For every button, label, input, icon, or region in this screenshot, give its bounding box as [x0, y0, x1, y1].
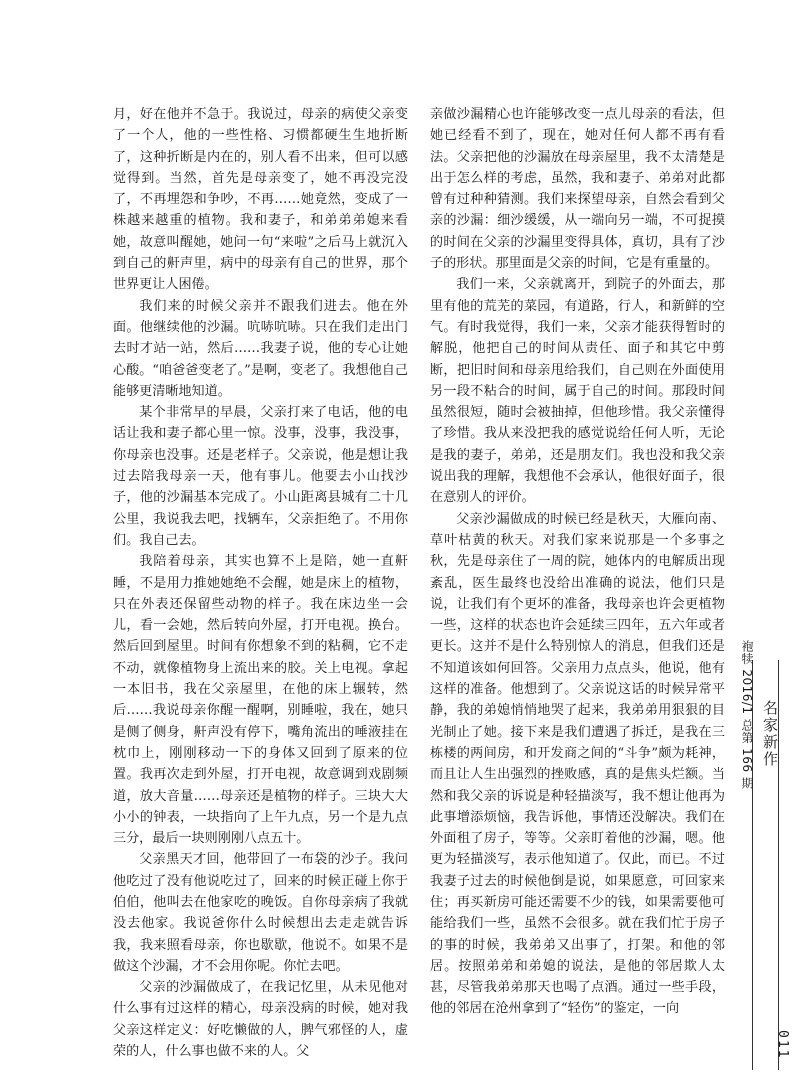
paragraph: 我们来的时候父亲并不跟我们进去。他在外面。他继续他的沙漏。吭哧吭哧。只在我们走出门去时才站一站，然后……我妻子说，他的专心让她心酸。“咱爸爸变老了。”是啊，变老了。我想他自己能够更清晰地知道。 — [113, 298, 408, 399]
paragraph: 月，好在他并不急于。我说过，母亲的病使父亲变了一个人，他的一些性格、习惯都硬生生地折断了，这种折断是内在的，别人看不出来，但可以感觉得到。当然，首先是母亲变了，她不再没完没了，不再埋怨和争吵，不再……她竟然，变成了一株越来越重的植物。我和妻子，和弟弟弟媳来看她，故意叫醒她，她问一句“来啦”之后马上就沉入到自己的鼾声里，病中的母亲有自己的世界，那个世界更让人困倦。 — [113, 107, 408, 293]
right-text-column — [430, 104, 725, 1020]
paragraph: 父亲沙漏做成的时候已经是秋天，大雁向南、草叶枯黄的秋天。对我们家来说那是一个多事之秋，先是母亲住了一周的院，她体内的电解质出现紊乱，医生最终也没给出准确的说法，他们只是说，让我们有个更坏的准备，我母亲也许会更植物一些，这样的状态也许会延续三四年，五六年或者更长。这并不是什么特别惊人的消息，但我们还是不知道该如何回答。父亲用力点点头，他说，他有这样的准备。他想到了。父亲说这话的时候异常平静，我的弟媳悄悄地哭了起来，我弟弟用狠狠的目光制止了她。接下来是我们遭遇了拆迁，是我在三栋楼的两间房，和开发商之间的“斗争”颇为耗神，而且让人生出强烈的挫败感，真的是焦头烂额。当然和我父亲的诉说是种轻描淡写，我不想让他再为此事增添烦恼，我告诉他，事情还没解决。我们在外面租了房子，等等。父亲盯着他的沙漏，嗯。他更为轻描淡写，表示他知道了。仅此，而已。不过我妻子过去的时候他倒是说，如果愿意，可回家来住；再买新房可能还需要不少的钱，如果需要他可能给我们一些，虽然不会很多。就在我们忙于房子的事的时候，我弟弟又出事了，打架。和他的邻居。按照弟弟和弟媳的说法，是他的邻居欺人太甚，尽管我弟弟那天也喝了点酒。通过一些手段，他的邻居在沧州拿到了“轻伤”的鉴定，一向 — [430, 511, 725, 1017]
paragraph: 亲做沙漏精心也许能够改变一点儿母亲的看法，但她已经看不到了，现在，她对任何人都不再有看法。父亲把他的沙漏放在母亲屋里，我不太清楚是出于怎么样的考虑，虽然，我和妻子、弟弟对此都曾有过种种猜测。我们来探望母亲，自然会看到父亲的沙漏：细沙缓缓，从一端向另一端，不可捉摸的时间在父亲的沙漏里变得具体，真切，具有了沙子的形状。那里面是父亲的时间，它是有重量的。 — [430, 107, 725, 272]
paragraph: 我们一来，父亲就离开，到院子的外面去，那里有他的荒芜的菜园，有道路，行人，和新鲜的空气。有时我觉得，我们一来，父亲才能获得暂时的解脱，他把自己的时间从责任、面子和其它中剪断，把旧时间和母亲甩给我们，自己则在外面使用另一段不粘合的时间，属于自己的时间。那段时间虽然很短，随时会被抽掉，但他珍惜。我父亲懂得了珍惜。我从来没把我的感觉说给任何人听，无论是我的妻子，弟弟，还是朋友们。我也没和我父亲说出我的理解，我想他不会承认，他很好面子，很在意别人的评价。 — [430, 277, 725, 506]
paragraph: 我陪着母亲，其实也算不上是陪，她一直鼾睡，不是用力推她她绝不会醒，她是床上的植物，只在外表还保留些动物的样子。我在床边坐一会儿，看一会她，然后转向外屋，打开电视。换台。然后回到屋里。时间有你想象不到的粘稠，它不走不动，就像植物身上流出来的胶。关上电视。拿起一本旧书，我在父亲屋里，在他的床上辗转，然后……我说母亲你醒一醒啊，别睡啦，我在，她只是侧了侧身，鼾声没有停下，嘴角流出的唾液挂在枕巾上，刚刚移动一下的身体又回到了原来的位置。我再次走到外屋，打开电视，故意调到戏剧频道，放大音量……母亲还是植物的样子。三块大大小小的钟表，一块指向了上午九点，另一个是九点三分，最后一块则刚刚八点五十。 — [113, 554, 408, 847]
paragraph: 父亲黑天才回，他带回了一布袋的沙子。我问他吃过了没有他说吃过了，回来的时候正碰上你于伯伯，他叫去在他家吃的晚饭。自你母亲病了我就没去他家。我说爸你什么时候想出去走走就告诉我，我来照看母亲，你也歇歇，他说不。如果不是做这个沙漏，才不会用你呢。你忙去吧。 — [113, 852, 408, 974]
paragraph: 父亲的沙漏做成了，在我记忆里，从未见他对什么事有过这样的精心，母亲没病的时候，她对我父亲这样定义：好吃懒做的人，脾气邪怪的人，虚荣的人，什么事也做不来的人。父 — [113, 980, 408, 1060]
column-series-label: 名家新作 — [761, 700, 779, 768]
journal-issue-label: 袍犊 2016/1 总第 166 期 — [740, 640, 754, 790]
page-number: 011 — [775, 1030, 790, 1060]
paragraph: 某个非常早的早晨，父亲打来了电话，他的电话让我和妻子都心里一惊。没事，没事，我没事，你母亲也没事。还是老样子。父亲说，他是想让我过去陪我母亲一天，他有事儿。他要去小山找沙子，他的沙漏基本完成了。小山距离县城有二十几公里，我说我去吧，找辆车，父亲拒绝了。不用你们。我自己去。 — [113, 405, 408, 548]
left-text-column — [113, 104, 408, 1062]
